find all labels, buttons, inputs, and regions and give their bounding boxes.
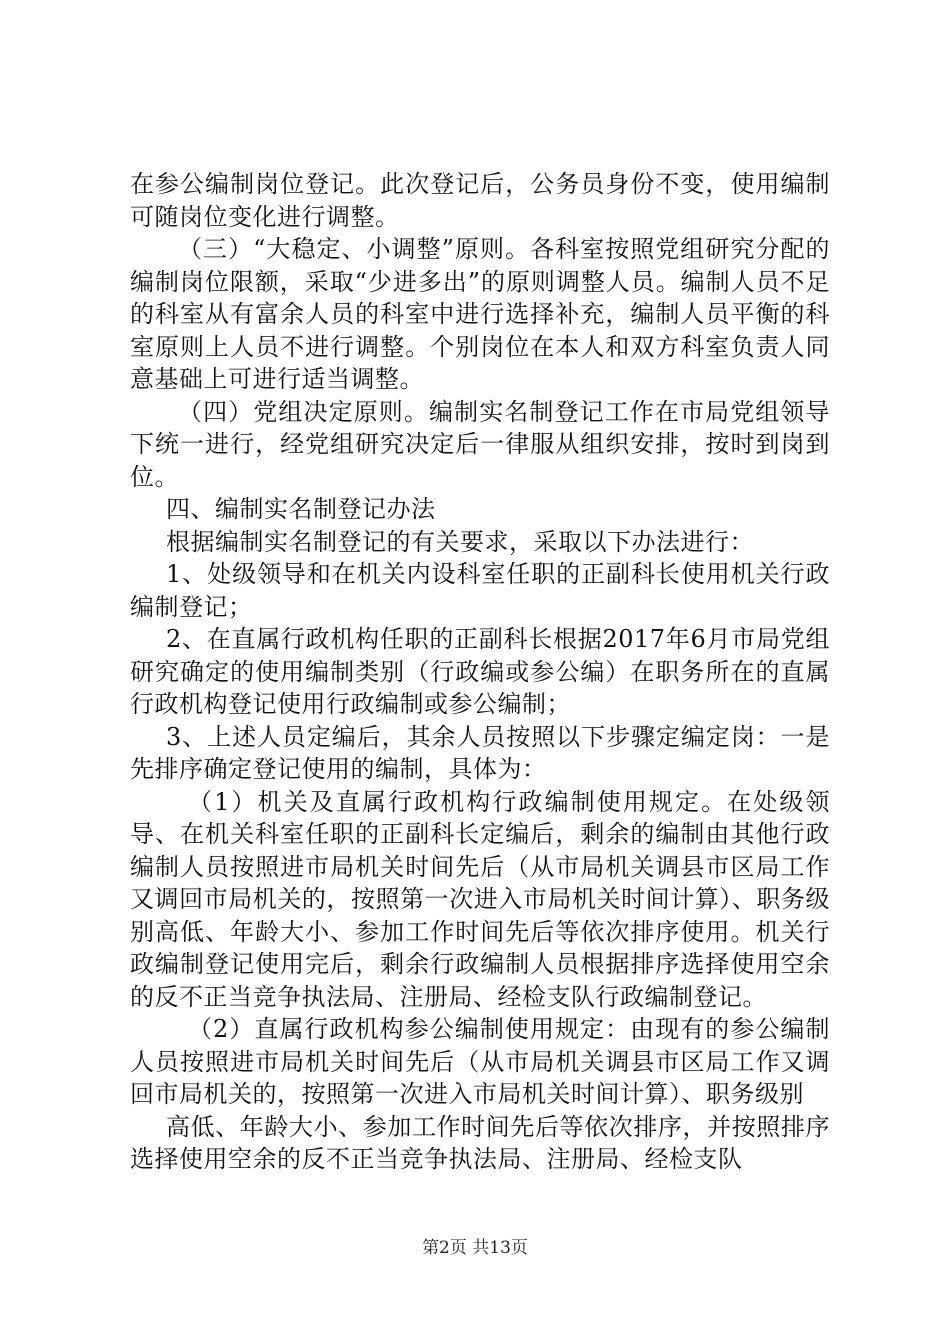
page-footer [0,1238,950,1258]
paragraph-item-1: 1、处级领导和在机关内设科室任职的正副科长使用机关行政编制登记； [130,560,830,621]
paragraph-continuation: 在参公编制岗位登记。此次登记后，公务员身份不变，使用编制可随岗位变化进行调整。 [130,170,830,231]
paragraph-subitem-2-continued: 高低、年龄大小、参加工作时间先后等依次排序，并按照排序选择使用空余的反不正当竞争执法局、注册局、经检支队 [130,1112,830,1173]
paragraph-item-2: 2、在直属行政机构任职的正副科长根据2017年6月市局党组研究确定的使用编制类别（行政编或参公编）在职务所在的直属行政机构登记使用行政编制或参公编制； [130,625,830,718]
paragraph-principle-4: （四）党组决定原则。编制实名制登记工作在市局党组领导下统一进行，经党组研究决定后一律服从组织安排，按时到岗到位。 [130,397,830,491]
paragraph-item-3: 3、上述人员定编后，其余人员按照以下步骤定编定岗：一是先排序确定登记使用的编制，具体为： [130,722,830,783]
paragraph-method-intro: 根据编制实名制登记的有关要求，采取以下办法进行： [166,527,754,556]
paragraph-principle-3: （三）“大稳定、小调整”原则。各科室按照党组研究分配的编制岗位限额，采取“少进多出”的原则调整人员。编制人员不足的科室从有富余人员的科室中进行选择补充，编制人员平衡的科室原则上人员不进行调整。个别岗位在本人和双方科室负责人同意基础上可进行适当调整。 [130,235,830,393]
paragraph-subitem-1: （1）机关及直属行政机构行政编制使用规定。在处级领导、在机关科室任职的正副科长定编后，剩余的编制由其他行政编制人员按照进市局机关时间先后（从市局机关调县市区局工作又调回市局机关的，按照第一次进入市局机关时间计算）、职务级别高低、年龄大小、参加工作时间先后等依次排序使用。机关行政编制登记使用完后，剩余行政编制人员根据排序选择使用空余的反不正当竞争执法局、注册局、经检支队行政编制登记。 [130,787,830,1011]
document-body [130,168,830,1176]
page-number-label: 第2页 共13页 [422,1238,528,1258]
paragraph-subitem-2: （2）直属行政机构参公编制使用规定：由现有的参公编制人员按照进市局机关时间先后（从市局机关调县市区局工作又调回市局机关的，按照第一次进入市局机关时间计算）、职务级别 [130,1015,830,1108]
section-heading: 四、编制实名制登记办法 [166,495,436,523]
